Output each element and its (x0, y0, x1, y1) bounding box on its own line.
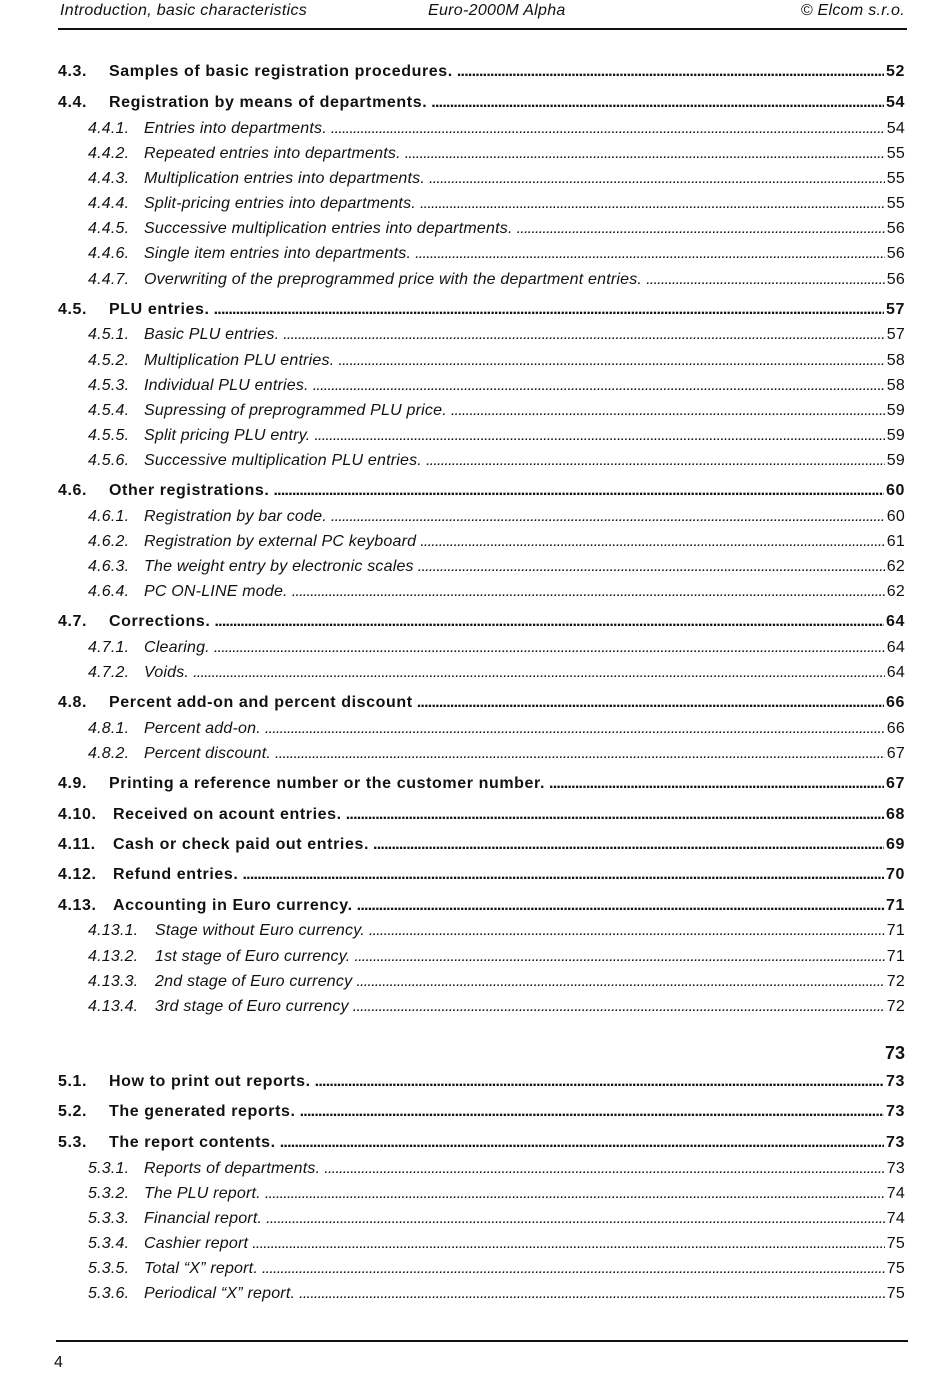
toc-entry-page: 61 (886, 533, 905, 550)
toc-section-entry[interactable] (58, 836, 905, 858)
toc-entry-page: 75 (886, 1260, 905, 1277)
toc-dot-leader (357, 897, 884, 915)
toc-entry-title: Registration by external PC keyboard (144, 533, 417, 550)
toc-entry-page: 68 (886, 806, 905, 823)
toc-entry-number: 4.7.2. (88, 664, 130, 681)
toc-entry-number: 4.6.3. (88, 558, 130, 575)
toc-entry-number: 4.5.4. (88, 402, 130, 419)
toc-subsection-entry[interactable] (58, 745, 905, 767)
toc-dot-leader (373, 836, 884, 854)
toc-entry-title: 2nd stage of Euro currency (155, 973, 353, 990)
toc-dot-leader (193, 664, 885, 682)
toc-dot-leader (252, 1235, 885, 1253)
toc-entry-page: 64 (886, 613, 905, 630)
toc-entry-title: Accounting in Euro currency. (113, 897, 353, 914)
toc-entry-number: 5.1. (58, 1073, 88, 1090)
toc-entry-page: 70 (886, 866, 905, 883)
toc-subsection-entry[interactable] (58, 427, 905, 449)
toc-dot-leader (214, 301, 884, 319)
running-header (58, 0, 907, 30)
toc-entry-number: 4.8.2. (88, 745, 130, 762)
toc-entry-number: 4.4.6. (88, 245, 130, 262)
toc-entry-page: 58 (886, 377, 905, 394)
toc-section-entry[interactable] (58, 1134, 905, 1156)
toc-entry-page: 59 (886, 452, 905, 469)
toc-entry-page: 56 (886, 245, 905, 262)
toc-subsection-entry[interactable] (58, 720, 905, 742)
toc-entry-number: 4.9. (58, 775, 88, 792)
toc-entry-number: 4.5.1. (88, 326, 130, 343)
toc-subsection-entry[interactable] (58, 948, 905, 970)
toc-dot-leader (214, 639, 885, 657)
toc-entry-title: Split-pricing entries into departments. (144, 195, 416, 212)
toc-subsection-entry[interactable] (58, 922, 905, 944)
toc-entry-title: Other registrations. (109, 482, 270, 499)
toc-entry-page: 66 (886, 694, 905, 711)
toc-dot-leader (262, 1260, 885, 1278)
toc-subsection-entry[interactable] (58, 245, 905, 267)
toc-dot-leader (354, 948, 884, 966)
toc-subsection-entry[interactable] (58, 352, 905, 374)
toc-subsection-entry[interactable] (58, 377, 905, 399)
toc-entry-title: Clearing. (144, 639, 210, 656)
footer-page-number: 4 (54, 1354, 63, 1371)
toc-entry-page: 59 (886, 427, 905, 444)
toc-subsection-entry[interactable] (58, 1235, 905, 1257)
toc-entry-number: 4.5.6. (88, 452, 130, 469)
toc-entry-page: 57 (886, 326, 905, 343)
toc-entry-page: 73 (886, 1073, 905, 1090)
toc-entry-page: 66 (886, 720, 905, 737)
toc-entry-number: 4.13.2. (88, 948, 139, 965)
toc-entry-title: Stage without Euro currency. (155, 922, 365, 939)
toc-entry-title: Received on acount entries. (113, 806, 342, 823)
toc-entry-number: 4.4.1. (88, 120, 130, 137)
toc-dot-leader (242, 866, 884, 884)
toc-entry-page: 69 (886, 836, 905, 853)
toc-dot-leader (273, 482, 884, 500)
toc-entry-page: 75 (886, 1285, 905, 1302)
toc-dot-leader (338, 352, 884, 370)
toc-entry-number: 5.3.4. (88, 1235, 130, 1252)
toc-entry-title: Cash or check paid out entries. (113, 836, 369, 853)
toc-entry-page: 60 (886, 508, 905, 525)
header-copyright: © Elcom s.r.o. (800, 2, 905, 19)
toc-subsection-entry[interactable] (58, 271, 905, 293)
toc-dot-leader (324, 1160, 885, 1178)
toc-entry-number: 5.3. (58, 1134, 88, 1151)
toc-section-entry[interactable] (58, 897, 905, 919)
toc-subsection-entry[interactable] (58, 998, 905, 1020)
toc-dot-leader (346, 806, 884, 824)
toc-section-entry[interactable] (58, 482, 905, 504)
toc-entry-title: Voids. (144, 664, 190, 681)
toc-entry-page: 55 (886, 145, 905, 162)
toc-dot-leader (315, 1073, 884, 1091)
toc-dot-leader (431, 94, 884, 112)
toc-entry-number: 4.12. (58, 866, 97, 883)
toc-entry-title: Reports of departments. (144, 1160, 321, 1177)
toc-entry-title: 1st stage of Euro currency. (155, 948, 351, 965)
toc-entry-title: Refund entries. (113, 866, 239, 883)
toc-entry-title: Cashier report (144, 1235, 249, 1252)
toc-entry-title: How to print out reports. (109, 1073, 311, 1090)
toc-section-entry[interactable] (58, 1073, 905, 1095)
toc-entry-title: Split pricing PLU entry. (144, 427, 311, 444)
toc-entry-number: 4.4.2. (88, 145, 130, 162)
toc-entry-title: Percent add-on and percent discount (109, 694, 413, 711)
toc-subsection-entry[interactable] (58, 452, 905, 474)
toc-section-entry[interactable] (58, 866, 905, 888)
toc-dot-leader (426, 452, 885, 470)
toc-entry-page: 73 (886, 1103, 905, 1120)
toc-dot-leader (646, 271, 885, 289)
toc-entry-title: Multiplication entries into departments. (144, 170, 426, 187)
toc-entry-number: 4.6. (58, 482, 88, 499)
toc-dot-leader (429, 170, 885, 188)
toc-subsection-entry[interactable] (58, 558, 905, 580)
toc-entry-page: 56 (886, 220, 905, 237)
toc-dot-leader (353, 998, 885, 1016)
toc-entry-number: 4.8.1. (88, 720, 130, 737)
toc-entry-title: Single item entries into departments. (144, 245, 412, 262)
toc-entry-number: 4.3. (58, 63, 88, 80)
toc-entry-page: 71 (886, 922, 905, 939)
toc-entry-page: 64 (886, 639, 905, 656)
toc-subsection-entry[interactable] (58, 1285, 905, 1307)
toc-entry-title: The PLU report. (144, 1185, 261, 1202)
toc-subsection-entry[interactable] (58, 120, 905, 142)
toc-entry-number: 4.4.4. (88, 195, 130, 212)
toc-entry-number: 5.3.3. (88, 1210, 130, 1227)
toc-entry-number: 4.6.2. (88, 533, 130, 550)
chapter-page-number: 73 (884, 1043, 905, 1063)
toc-dot-leader (451, 402, 885, 420)
header-section-title: Introduction, basic characteristics (60, 2, 308, 19)
toc-entry-page: 67 (886, 775, 905, 792)
toc-dot-leader (415, 245, 885, 263)
toc-subsection-entry[interactable] (58, 1160, 905, 1182)
toc-entry-title: PLU entries. (109, 301, 210, 318)
toc-dot-leader (275, 745, 885, 763)
toc-entry-page: 71 (886, 948, 905, 965)
toc-entry-page: 54 (886, 120, 905, 137)
toc-subsection-entry[interactable] (58, 639, 905, 661)
toc-entry-number: 4.5.3. (88, 377, 130, 394)
toc-section-entry[interactable] (58, 1103, 905, 1125)
toc-dot-leader (283, 326, 885, 344)
toc-entry-title: Individual PLU entries. (144, 377, 309, 394)
toc-subsection-entry[interactable] (58, 326, 905, 348)
toc-entry-title: Repeated entries into departments. (144, 145, 401, 162)
toc-entry-number: 5.3.6. (88, 1285, 130, 1302)
toc-entry-number: 4.5.2. (88, 352, 130, 369)
toc-dot-leader (299, 1285, 885, 1303)
toc-subsection-entry[interactable] (58, 1185, 905, 1207)
toc-entry-page: 52 (886, 63, 905, 80)
toc-dot-leader (280, 1134, 884, 1152)
toc-section-entry[interactable] (58, 694, 905, 716)
toc-dot-leader (313, 377, 885, 395)
toc-entry-number: 4.13.4. (88, 998, 139, 1015)
toc-entry-title: Samples of basic registration procedures. (109, 63, 453, 80)
toc-entry-title: 3rd stage of Euro currency (155, 998, 349, 1015)
toc-subsection-entry[interactable] (58, 402, 905, 424)
toc-subsection-entry[interactable] (58, 508, 905, 530)
toc-entry-page: 58 (886, 352, 905, 369)
toc-entry-page: 60 (886, 482, 905, 499)
toc-dot-leader (300, 1103, 884, 1121)
toc-subsection-entry[interactable] (58, 973, 905, 995)
toc-subsection-entry[interactable] (58, 195, 905, 217)
toc-entry-title: Entries into departments. (144, 120, 327, 137)
toc-entry-title: Supressing of preprogrammed PLU price. (144, 402, 447, 419)
toc-entry-title: Overwriting of the preprogrammed price with the department entries. (144, 271, 643, 288)
toc-entry-number: 4.5.5. (88, 427, 130, 444)
toc-dot-leader (214, 613, 884, 631)
toc-entry-number: 4.4.5. (88, 220, 130, 237)
toc-section-entry[interactable] (58, 806, 905, 828)
toc-entry-title: Registration by means of departments. (109, 94, 428, 111)
toc-entry-page: 57 (886, 301, 905, 318)
toc-section-entry[interactable] (58, 775, 905, 797)
toc-entry-number: 4.4.3. (88, 170, 130, 187)
toc-entry-number: 5.3.1. (88, 1160, 130, 1177)
toc-entry-page: 56 (886, 271, 905, 288)
toc-dot-leader (369, 922, 885, 940)
toc-dot-leader (314, 427, 884, 445)
toc-entry-number: 5.2. (58, 1103, 88, 1120)
toc-dot-leader (265, 1185, 885, 1203)
toc-entry-page: 62 (886, 558, 905, 575)
toc-entry-number: 4.6.1. (88, 508, 130, 525)
footer-divider (56, 1340, 908, 1342)
toc-dot-leader (331, 120, 885, 138)
toc-entry-page: 72 (886, 998, 905, 1015)
toc-entry-number: 5.3.5. (88, 1260, 130, 1277)
toc-dot-leader (457, 63, 884, 81)
toc-subsection-entry[interactable] (58, 664, 905, 686)
toc-entry-title: Successive multiplication PLU entries. (144, 452, 422, 469)
toc-dot-leader (405, 145, 885, 163)
toc-dot-leader (517, 220, 885, 238)
toc-entry-page: 55 (886, 195, 905, 212)
toc-section-entry[interactable] (58, 94, 905, 116)
toc-entry-number: 5.3.2. (88, 1185, 130, 1202)
toc-entry-number: 4.7. (58, 613, 88, 630)
toc-entry-number: 4.13.1. (88, 922, 139, 939)
toc-entry-page: 54 (886, 94, 905, 111)
toc-subsection-entry[interactable] (58, 1260, 905, 1282)
toc-subsection-entry[interactable] (58, 583, 905, 605)
toc-entry-page: 72 (886, 973, 905, 990)
toc-entry-page: 73 (886, 1160, 905, 1177)
toc-entry-title: Printing a reference number or the customer number. (109, 775, 546, 792)
toc-entry-page: 64 (886, 664, 905, 681)
toc-section-entry[interactable] (58, 301, 905, 323)
toc-entry-page: 67 (886, 745, 905, 762)
toc-subsection-entry[interactable] (58, 220, 905, 242)
toc-section-entry[interactable] (58, 63, 905, 85)
toc-entry-number: 4.13.3. (88, 973, 139, 990)
toc-entry-page: 59 (886, 402, 905, 419)
toc-subsection-entry[interactable] (58, 170, 905, 192)
toc-dot-leader (420, 533, 885, 551)
toc-entry-number: 4.11. (58, 836, 96, 853)
toc-entry-title: Percent add-on. (144, 720, 261, 737)
toc-entry-number: 4.13. (58, 897, 97, 914)
toc-section-entry[interactable] (58, 613, 905, 635)
toc-entry-title: Periodical “X” report. (144, 1285, 296, 1302)
toc-entry-number: 4.7.1. (88, 639, 130, 656)
header-product-name: Euro-2000M Alpha (428, 2, 566, 19)
toc-entry-number: 4.8. (58, 694, 88, 711)
toc-entry-page: 55 (886, 170, 905, 187)
toc-entry-title: Registration by bar code. (144, 508, 327, 525)
toc-entry-page: 73 (886, 1134, 905, 1151)
toc-entry-title: The weight entry by electronic scales (144, 558, 414, 575)
toc-entry-title: The generated reports. (109, 1103, 296, 1120)
toc-entry-page: 74 (886, 1185, 905, 1202)
toc-dot-leader (418, 558, 885, 576)
toc-subsection-entry[interactable] (58, 1210, 905, 1232)
toc-entry-number: 4.6.4. (88, 583, 130, 600)
toc-entry-page: 74 (886, 1210, 905, 1227)
toc-entry-title: Basic PLU entries. (144, 326, 280, 343)
toc-dot-leader (331, 508, 885, 526)
toc-entry-number: 4.5. (58, 301, 88, 318)
toc-dot-leader (356, 973, 884, 991)
toc-entry-number: 4.4.7. (88, 271, 130, 288)
toc-entry-title: The report contents. (109, 1134, 276, 1151)
toc-dot-leader (265, 720, 885, 738)
toc-dot-leader (417, 694, 884, 712)
toc-subsection-entry[interactable] (58, 145, 905, 167)
toc-dot-leader (292, 583, 885, 601)
toc-entry-number: 4.10. (58, 806, 97, 823)
toc-entry-title: Successive multiplication entries into departments. (144, 220, 513, 237)
toc-entry-page: 71 (886, 897, 905, 914)
toc-dot-leader (420, 195, 885, 213)
toc-entry-page: 62 (886, 583, 905, 600)
toc-entry-title: Corrections. (109, 613, 211, 630)
toc-dot-leader (266, 1210, 885, 1228)
toc-entry-title: Multiplication PLU entries. (144, 352, 335, 369)
toc-entry-page: 75 (886, 1235, 905, 1252)
toc-dot-leader (549, 775, 884, 793)
toc-entry-title: PC ON-LINE mode. (144, 583, 288, 600)
toc-entry-number: 4.4. (58, 94, 88, 111)
toc-subsection-entry[interactable] (58, 533, 905, 555)
toc-entry-title: Percent discount. (144, 745, 272, 762)
toc-entry-title: Total “X” report. (144, 1260, 258, 1277)
toc-entry-title: Financial report. (144, 1210, 263, 1227)
